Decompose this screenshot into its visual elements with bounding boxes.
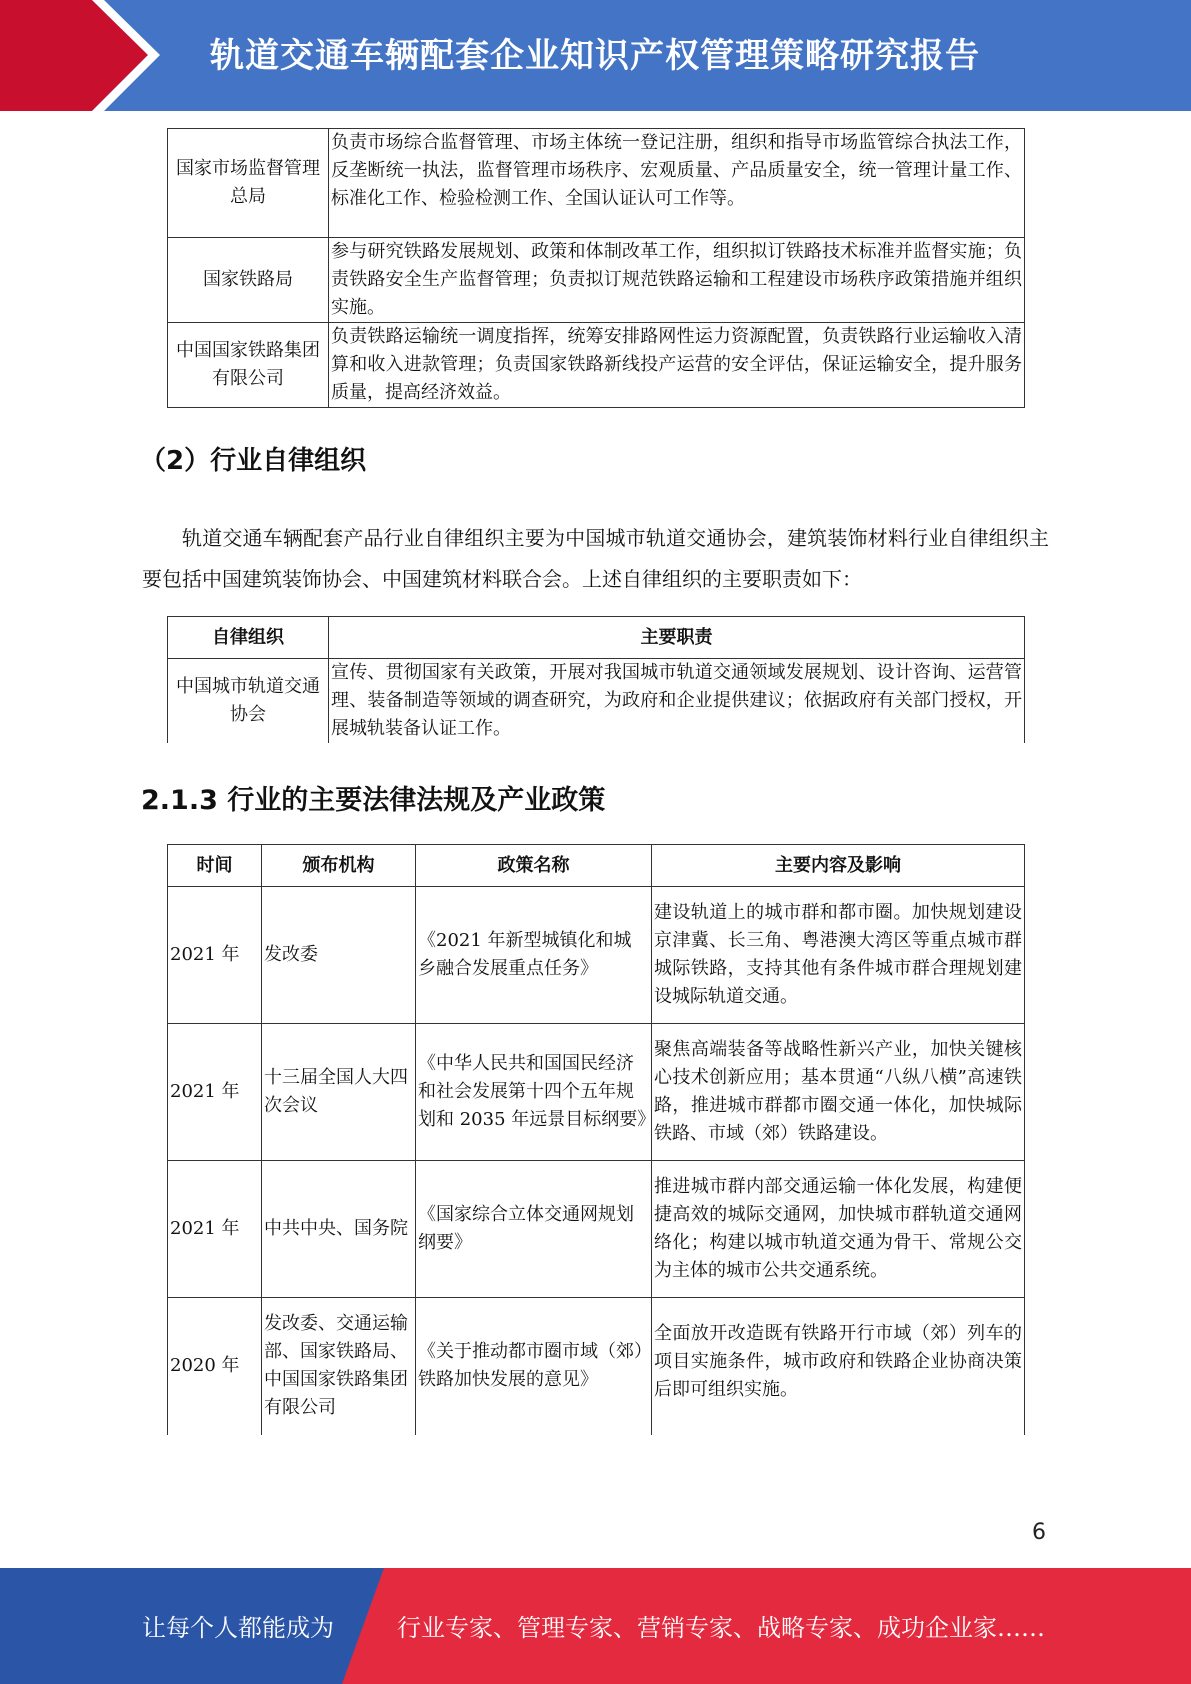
table-row	[168, 129, 1025, 238]
section-heading: （2）行业自律组织	[140, 446, 367, 476]
table-row	[168, 1024, 1025, 1161]
table-header-row	[168, 845, 1025, 887]
policy-table	[167, 844, 1025, 1435]
content-cell: 推进城市群内部交通运输一体化发展，构建便捷高效的城际交通网，加快城市群轨道交通网络化；构建以城市轨道交通为骨干、常规公交为主体的城市公共交通系统。	[652, 1161, 1025, 1298]
page-number: 6	[1032, 1520, 1046, 1545]
page-footer	[0, 1568, 1191, 1684]
agency-cell: 十三届全国人大四次会议	[262, 1024, 416, 1161]
duty-cell: 负责市场综合监督管理、市场主体统一登记注册，组织和指导市场监管综合执法工作，反垄断统一执法，监督管理市场秩序、宏观质量、产品质量安全，统一管理计量工作、标准化工作、检验检测工作、全国认证认可工作等。	[329, 129, 1025, 238]
agency-cell: 发改委、交通运输部、国家铁路局、中国国家铁路集团有限公司	[262, 1298, 416, 1435]
table-row	[168, 1298, 1025, 1435]
column-header: 时间	[168, 845, 262, 887]
time-cell: 2021 年	[168, 1161, 262, 1298]
report-title: 轨道交通车辆配套企业知识产权管理策略研究报告	[210, 36, 980, 76]
table-row	[168, 1161, 1025, 1298]
time-cell: 2020 年	[168, 1298, 262, 1435]
table-header-row	[168, 617, 1025, 659]
regulator-table	[167, 128, 1025, 408]
column-header: 政策名称	[416, 845, 652, 887]
agency-cell: 发改委	[262, 887, 416, 1024]
time-cell: 2021 年	[168, 1024, 262, 1161]
column-header: 主要职责	[329, 617, 1025, 659]
footer-slogan-right: 行业专家、管理专家、营销专家、战略专家、成功企业家……	[397, 1614, 1045, 1642]
table-row	[168, 323, 1025, 408]
body-paragraph: 轨道交通车辆配套产品行业自律组织主要为中国城市轨道交通协会，建筑装饰材料行业自律组织主要包括中国建筑装饰协会、中国建筑材料联合会。上述自律组织的主要职责如下：	[142, 526, 1049, 591]
content-cell: 建设轨道上的城市群和都市圈。加快规划建设京津冀、长三角、粤港澳大湾区等重点城市群城际铁路，支持其他有条件城市群合理规划建设城际轨道交通。	[652, 887, 1025, 1024]
policy-name-cell: 《2021 年新型城镇化和城乡融合发展重点任务》	[416, 887, 652, 1024]
org-cell: 中国国家铁路集团有限公司	[168, 323, 329, 408]
self-regulation-table	[167, 616, 1025, 743]
org-cell: 国家铁路局	[168, 238, 329, 323]
table-row	[168, 659, 1025, 744]
time-cell: 2021 年	[168, 887, 262, 1024]
footer-slogan-left: 让每个人都能成为	[142, 1614, 334, 1642]
table-row	[168, 887, 1025, 1024]
policy-name-cell: 《中华人民共和国国民经济和社会发展第十四个五年规划和 2035 年远景目标纲要》	[416, 1024, 652, 1161]
duty-cell: 参与研究铁路发展规划、政策和体制改革工作，组织拟订铁路技术标准并监督实施；负责铁路安全生产监督管理；负责拟订规范铁路运输和工程建设市场秩序政策措施并组织实施。	[329, 238, 1025, 323]
column-header: 颁布机构	[262, 845, 416, 887]
page-header	[0, 0, 1191, 111]
content-cell: 聚焦高端装备等战略性新兴产业，加快关键核心技术创新应用；基本贯通“八纵八横”高速铁路，推进城市群都市圈交通一体化，加快城际铁路、市域（郊）铁路建设。	[652, 1024, 1025, 1161]
section-heading: 2.1.3 行业的主要法律法规及产业政策	[141, 785, 606, 816]
column-header: 自律组织	[168, 617, 329, 659]
content-cell: 全面放开改造既有铁路开行市域（郊）列车的项目实施条件，城市政府和铁路企业协商决策后即可组织实施。	[652, 1298, 1025, 1435]
policy-name-cell: 《关于推动都市圈市域（郊）铁路加快发展的意见》	[416, 1298, 652, 1435]
column-header: 主要内容及影响	[652, 845, 1025, 887]
agency-cell: 中共中央、国务院	[262, 1161, 416, 1298]
policy-name-cell: 《国家综合立体交通网规划纲要》	[416, 1161, 652, 1298]
org-cell: 中国城市轨道交通协会	[168, 659, 329, 744]
duty-cell: 负责铁路运输统一调度指挥，统筹安排路网性运力资源配置，负责铁路行业运输收入清算和收入进款管理；负责国家铁路新线投产运营的安全评估，保证运输安全，提升服务质量，提高经济效益。	[329, 323, 1025, 408]
duty-cell: 宣传、贯彻国家有关政策，开展对我国城市轨道交通领域发展规划、设计咨询、运营管理、装备制造等领域的调查研究，为政府和企业提供建议；依据政府有关部门授权，开展城轨装备认证工作。	[329, 659, 1025, 744]
org-cell: 国家市场监督管理总局	[168, 129, 329, 238]
table-row	[168, 238, 1025, 323]
